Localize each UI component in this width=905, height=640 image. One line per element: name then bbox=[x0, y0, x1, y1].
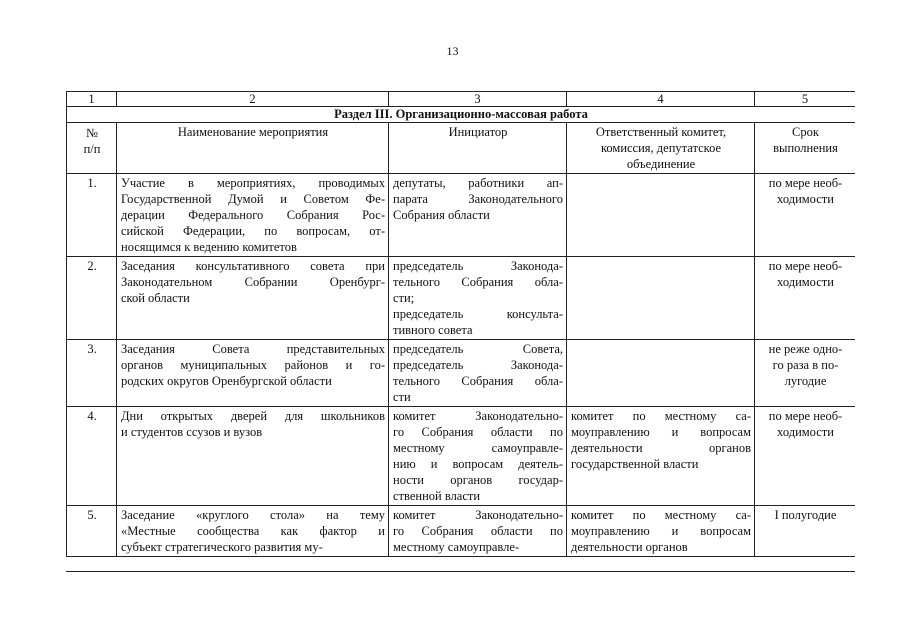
table-row bbox=[67, 506, 856, 557]
event-name-cell bbox=[117, 257, 389, 340]
cell-line: нию и вопросам деятель- bbox=[393, 457, 563, 471]
cell-line: государственной власти bbox=[571, 457, 699, 471]
cell-line: носящимся к ведению комитетов bbox=[121, 240, 297, 254]
cell-line: Собрания области bbox=[393, 208, 490, 222]
cell-line: Заседания Совета представительных bbox=[121, 342, 385, 356]
cell-line: и студентов ссузов и вузов bbox=[121, 425, 263, 439]
cell-line: не реже одно- bbox=[768, 342, 843, 356]
plan-table-container bbox=[66, 91, 855, 572]
event-name-cell bbox=[117, 174, 389, 257]
event-name-cell bbox=[117, 340, 389, 407]
cell-line: го Собрания области по bbox=[393, 425, 563, 439]
cell-line: ходимости bbox=[777, 275, 834, 289]
cell-line: ственной власти bbox=[393, 489, 481, 503]
responsible-cell bbox=[567, 257, 755, 340]
term-cell bbox=[755, 257, 856, 340]
cell-line: органов муниципальных районов и го- bbox=[121, 358, 385, 372]
initiator-cell bbox=[389, 407, 567, 506]
cell-line: комитет по местному са- bbox=[571, 508, 751, 522]
header-cell-term bbox=[755, 123, 856, 174]
header-line: Срок bbox=[792, 125, 819, 139]
cell-line: комитет по местному са- bbox=[571, 409, 751, 423]
cell-line: комитет Законодательно- bbox=[393, 508, 563, 522]
table-row bbox=[67, 407, 856, 506]
cell-line: тивного совета bbox=[393, 323, 473, 337]
responsible-cell bbox=[567, 340, 755, 407]
term-cell bbox=[755, 340, 856, 407]
cell-line: сийской Федерации, по вопросам, от- bbox=[121, 224, 385, 238]
row-number: 3. bbox=[67, 340, 117, 407]
initiator-cell bbox=[389, 257, 567, 340]
responsible-cell bbox=[567, 174, 755, 257]
event-name-cell bbox=[117, 407, 389, 506]
cell-line: Заседания консультативного совета при bbox=[121, 259, 385, 273]
cell-line: деятельности органов bbox=[571, 441, 751, 455]
header-line: Инициатор bbox=[448, 125, 508, 139]
responsible-cell bbox=[567, 407, 755, 506]
term-cell bbox=[755, 407, 856, 506]
cell-line: председатель Законода- bbox=[393, 259, 563, 273]
cell-line: ской области bbox=[121, 291, 190, 305]
cell-line: моуправлению и вопросам bbox=[571, 524, 751, 538]
header-line: комиссия, депутатское bbox=[600, 141, 722, 155]
cell-line: Заседание «круглого стола» на тему bbox=[121, 508, 385, 522]
event-name-cell bbox=[117, 506, 389, 557]
cell-line: Участие в мероприятиях, проводимых bbox=[121, 176, 385, 190]
plan-table bbox=[66, 91, 855, 557]
table-row bbox=[67, 257, 856, 340]
table-row bbox=[67, 174, 856, 257]
cell-line: ходимости bbox=[777, 192, 834, 206]
header-cell-initiator bbox=[389, 123, 567, 174]
page-number: 13 bbox=[446, 44, 459, 58]
cell-line: го раза в по- bbox=[772, 358, 839, 372]
cell-line: местному самоуправле- bbox=[393, 540, 520, 554]
header-line: выполнения bbox=[773, 141, 838, 155]
cell-line: местному самоуправле- bbox=[393, 441, 563, 455]
cell-line: лугодие bbox=[784, 374, 827, 388]
cell-line: парата Законодательного bbox=[393, 192, 563, 206]
column-number: 2 bbox=[117, 92, 389, 107]
header-cell-responsible bbox=[567, 123, 755, 174]
cell-line: по мере необ- bbox=[768, 259, 843, 273]
section-row bbox=[67, 107, 856, 123]
cell-line: родских округов Оренбургской области bbox=[121, 374, 332, 388]
header-row bbox=[67, 123, 856, 174]
cell-line: субъект стратегического развития му- bbox=[121, 540, 323, 554]
initiator-cell bbox=[389, 340, 567, 407]
cell-line: тельного Собрания обла- bbox=[393, 374, 563, 388]
cell-line: тельного Собрания обла- bbox=[393, 275, 563, 289]
initiator-cell bbox=[389, 174, 567, 257]
initiator-cell bbox=[389, 506, 567, 557]
cell-line: по мере необ- bbox=[768, 176, 843, 190]
row-number: 2. bbox=[67, 257, 117, 340]
header-cell-name bbox=[117, 123, 389, 174]
cell-line: деятельности органов bbox=[571, 540, 688, 554]
cell-line: депутаты, работники ап- bbox=[393, 176, 563, 190]
cell-line: I полугодие bbox=[774, 508, 837, 522]
column-number: 3 bbox=[389, 92, 567, 107]
row-number: 5. bbox=[67, 506, 117, 557]
column-number-row bbox=[67, 92, 856, 107]
cell-line: го Собрания области по bbox=[393, 524, 563, 538]
cell-line: комитет Законодательно- bbox=[393, 409, 563, 423]
header-line: Наименование мероприятия bbox=[177, 125, 329, 139]
cell-line: председатель Совета, bbox=[393, 342, 563, 356]
cell-line: «Местные сообщества как фактор и bbox=[121, 524, 385, 538]
cell-line: ходимости bbox=[777, 425, 834, 439]
responsible-cell bbox=[567, 506, 755, 557]
row-number: 1. bbox=[67, 174, 117, 257]
cell-line: дерации Федерального Собрания Рос- bbox=[121, 208, 385, 222]
cell-line: Дни открытых дверей для школьников bbox=[121, 409, 385, 423]
row-number: 4. bbox=[67, 407, 117, 506]
header-line: п/п bbox=[83, 142, 101, 156]
section-title: Раздел III. Организационно-массовая работа bbox=[67, 107, 856, 123]
column-number: 1 bbox=[67, 92, 117, 107]
cell-line: председатель консульта- bbox=[393, 307, 563, 321]
header-line: объединение bbox=[626, 157, 696, 171]
term-cell bbox=[755, 506, 856, 557]
header-line: № bbox=[86, 126, 98, 140]
cell-line: сти; bbox=[393, 291, 415, 305]
header-line: Ответственный комитет, bbox=[595, 125, 727, 139]
table-row bbox=[67, 340, 856, 407]
cell-line: председатель Законода- bbox=[393, 358, 563, 372]
cell-line: по мере необ- bbox=[768, 409, 843, 423]
term-cell bbox=[755, 174, 856, 257]
cell-line: Законодательном Собрании Оренбург- bbox=[121, 275, 385, 289]
cell-line: ности органов государ- bbox=[393, 473, 563, 487]
column-number: 4 bbox=[567, 92, 755, 107]
header-cell-number bbox=[67, 123, 117, 174]
cell-line: моуправлению и вопросам bbox=[571, 425, 751, 439]
cell-line: Государственной Думой и Советом Фе- bbox=[121, 192, 385, 206]
column-number: 5 bbox=[755, 92, 856, 107]
cell-line: сти bbox=[393, 390, 411, 404]
